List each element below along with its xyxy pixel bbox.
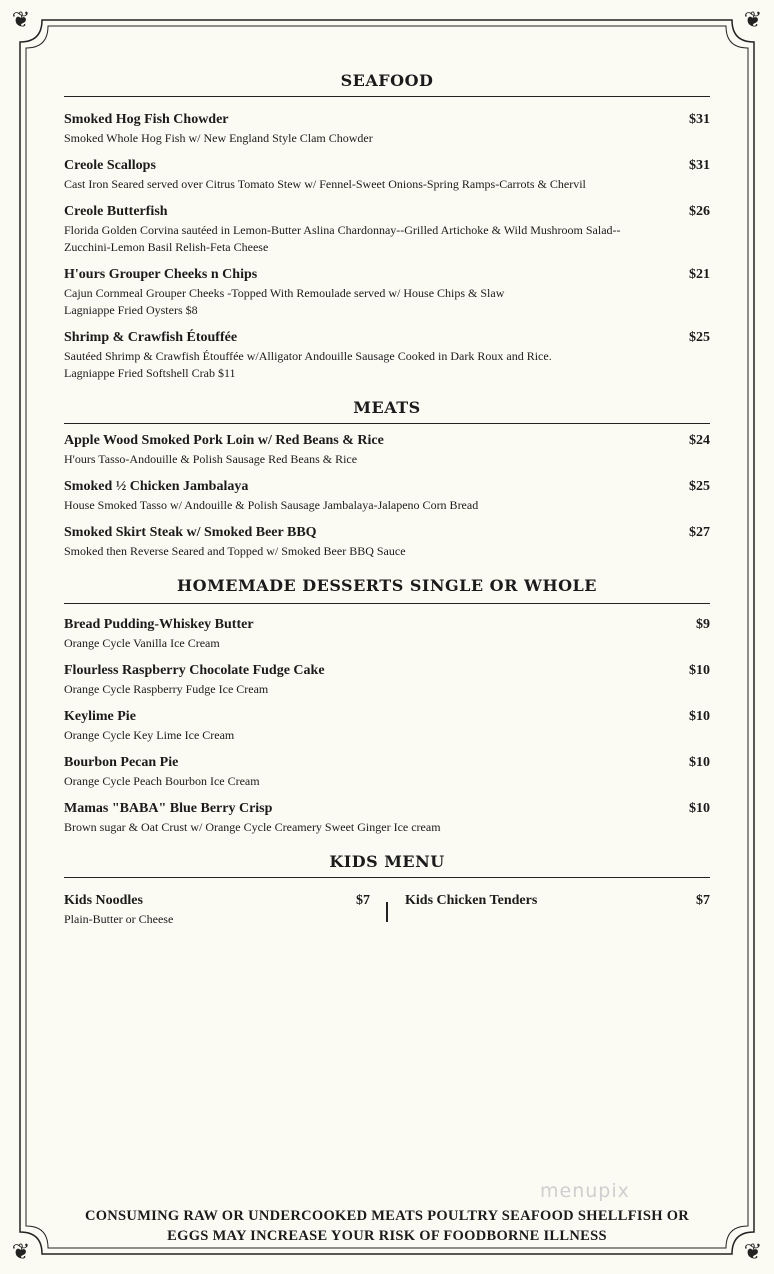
fleur-corner-icon: ❦ <box>11 8 31 33</box>
warning-line: EGGS MAY INCREASE YOUR RISK OF FOODBORNE ILLNESS <box>167 1228 607 1244</box>
item-description: Brown sugar & Oat Crust w/ Orange Cycle Creamery Sweet Ginger Ice cream <box>64 820 441 834</box>
item-description: H'ours Tasso-Andouille & Polish Sausage Red Beans & Rice <box>64 452 358 466</box>
item-price: $25 <box>689 479 710 494</box>
fleur-corner-icon: ❦ <box>743 1240 763 1265</box>
menu-item <box>64 617 710 652</box>
item-description: Orange Cycle Vanilla Ice Cream <box>64 636 220 650</box>
menu-item <box>64 330 710 382</box>
item-description: Orange Cycle Peach Bourbon Ice Cream <box>64 774 260 788</box>
item-description: Smoked then Reverse Seared and Topped w/ Smoked Beer BBQ Sauce <box>64 544 406 558</box>
item-description: House Smoked Tasso w/ Andouille & Polish Sausage Jambalaya-Jalapeno Corn Bread <box>64 498 479 512</box>
menu-item <box>64 267 710 319</box>
item-lagniappe: Lagniappe Fried Softshell Crab $11 <box>64 366 236 380</box>
item-lagniappe: Lagniappe Fried Oysters $8 <box>64 303 198 317</box>
menu-item <box>64 112 710 147</box>
section-title-kids: KIDS MENU <box>329 852 445 871</box>
section-title-seafood: SEAFOOD <box>340 71 434 90</box>
item-description: Smoked Whole Hog Fish w/ New England Style Clam Chowder <box>64 131 373 145</box>
item-description: Orange Cycle Raspberry Fudge Ice Cream <box>64 682 269 696</box>
section-rule <box>64 877 710 878</box>
fleur-corner-icon: ❦ <box>743 8 763 33</box>
menu-item <box>64 204 710 256</box>
item-name: Bourbon Pecan Pie <box>64 755 179 770</box>
food-safety-warning <box>64 1206 710 1246</box>
item-name: Smoked ½ Chicken Jambalaya <box>64 479 249 494</box>
section-title-desserts: HOMEMADE DESSERTS SINGLE OR WHOLE <box>177 576 597 595</box>
kids-divider <box>386 902 388 922</box>
item-name: Kids Chicken Tenders <box>405 893 538 908</box>
item-description: Cast Iron Seared served over Citrus Tomato Stew w/ Fennel-Sweet Onions-Spring Ramps-Carrots & Chervil <box>64 177 586 191</box>
item-name: Apple Wood Smoked Pork Loin w/ Red Beans & Rice <box>64 433 384 448</box>
kids-item <box>405 893 710 909</box>
item-description: Plain-Butter or Cheese <box>64 912 174 926</box>
item-name: Smoked Hog Fish Chowder <box>64 112 229 127</box>
item-name: H'ours Grouper Cheeks n Chips <box>64 267 258 282</box>
item-description: Florida Golden Corvina sautéed in Lemon-Butter Aslina Chardonnay--Grilled Artichoke & Wild Mushroom Salad--Zucchini-Lemon Basil Relish-Feta Cheese <box>64 223 621 254</box>
menu-item <box>64 433 710 468</box>
item-price: $10 <box>689 755 710 770</box>
item-name: Flourless Raspberry Chocolate Fudge Cake <box>64 663 325 678</box>
kids-item <box>64 893 370 927</box>
item-name: Keylime Pie <box>64 709 136 724</box>
item-price: $10 <box>689 709 710 724</box>
menu-item <box>64 479 710 514</box>
warning-line: CONSUMING RAW OR UNDERCOOKED MEATS POULTRY SEAFOOD SHELLFISH OR <box>84 1208 690 1224</box>
item-name: Creole Butterfish <box>64 204 168 219</box>
section-rule <box>64 96 710 97</box>
section-title-meats: MEATS <box>353 398 421 417</box>
menu-item <box>64 755 710 790</box>
item-name: Smoked Skirt Steak w/ Smoked Beer BBQ <box>64 525 317 540</box>
item-price: $31 <box>689 112 710 127</box>
item-name: Mamas "BABA" Blue Berry Crisp <box>64 801 273 816</box>
item-price: $10 <box>689 801 710 816</box>
item-price: $24 <box>689 433 710 448</box>
item-price: $7 <box>356 893 370 908</box>
menu-item <box>64 525 710 560</box>
item-price: $25 <box>689 330 710 345</box>
item-description: Orange Cycle Key Lime Ice Cream <box>64 728 235 742</box>
section-rule <box>64 423 710 424</box>
item-price: $10 <box>689 663 710 678</box>
section-rule <box>64 603 710 604</box>
watermark-logo: menupix <box>540 1180 630 1202</box>
item-price: $27 <box>689 525 710 540</box>
menu-item <box>64 709 710 744</box>
item-name: Bread Pudding-Whiskey Butter <box>64 617 254 632</box>
item-price: $21 <box>689 267 710 282</box>
item-name: Shrimp & Crawfish Étouffée <box>64 330 238 345</box>
item-price: $26 <box>689 204 710 219</box>
menu-item <box>64 663 710 698</box>
item-price: $9 <box>696 617 710 632</box>
item-price: $31 <box>689 158 710 173</box>
item-name: Kids Noodles <box>64 893 143 908</box>
item-description: Sautéed Shrimp & Crawfish Étouffée w/Alligator Andouille Sausage Cooked in Dark Roux and Rice. <box>64 349 552 363</box>
item-name: Creole Scallops <box>64 158 156 173</box>
menu-item <box>64 158 710 193</box>
item-price: $7 <box>696 893 710 908</box>
menu-item <box>64 801 710 836</box>
fleur-corner-icon: ❦ <box>11 1240 31 1265</box>
item-description: Cajun Cornmeal Grouper Cheeks -Topped With Remoulade served w/ House Chips & Slaw <box>64 286 505 300</box>
